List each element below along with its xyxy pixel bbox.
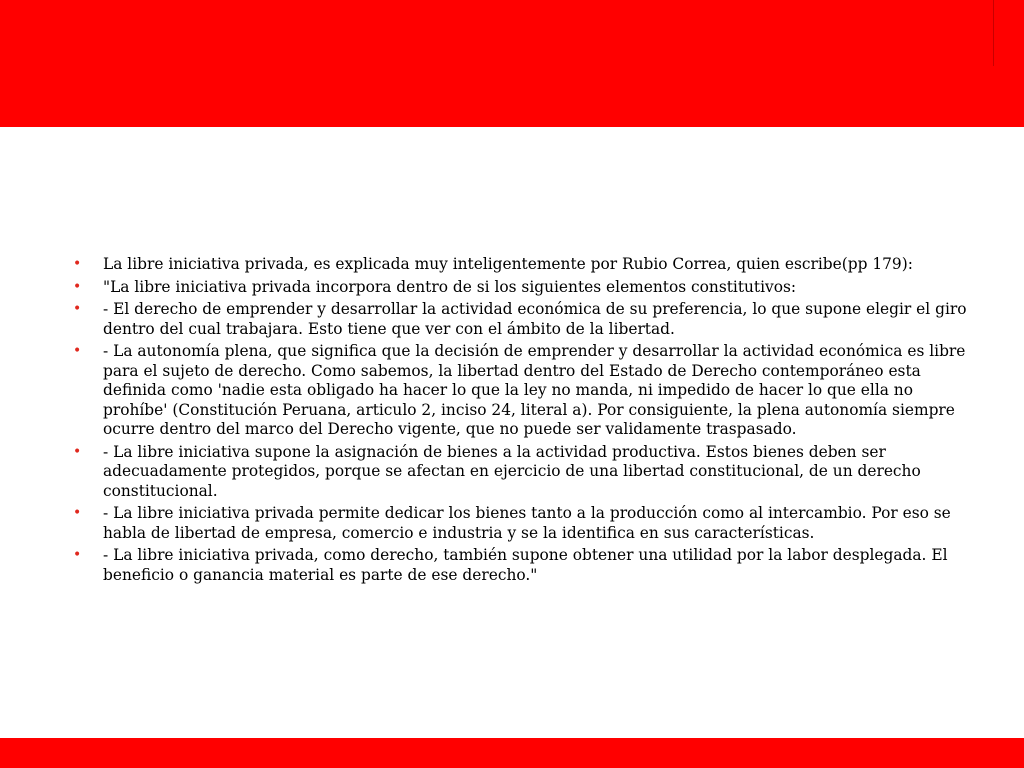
bullet-text: - El derecho de emprender y desarrollar la actividad económica de su preferencia, lo que supone elegir el giro dentro del cual trabajara. Esto tiene que ver con el ámbito de la libertad. xyxy=(103,300,967,338)
top-band-divider xyxy=(993,0,994,66)
bullet-item xyxy=(73,443,973,502)
slide-body xyxy=(73,255,973,588)
bullet-text: - La libre iniciativa supone la asignación de bienes a la actividad productiva. Estos bienes deben ser adecuadamente protegidos, porque se afectan en ejercicio de una libertad constitucional, de un derecho constitucional. xyxy=(103,442,921,500)
bullet-icon: • xyxy=(73,547,82,563)
bullet-list xyxy=(73,255,973,585)
bullet-text: "La libre iniciativa privada incorpora dentro de si los siguientes elementos constitutivos: xyxy=(103,277,797,296)
bullet-icon: • xyxy=(73,256,82,272)
bullet-item xyxy=(73,342,973,440)
bullet-icon: • xyxy=(73,301,82,317)
top-red-band xyxy=(0,0,1024,127)
bullet-text: La libre iniciativa privada, es explicada muy inteligentemente por Rubio Correa, quien escribe(pp 179): xyxy=(103,255,913,273)
bullet-text: - La autonomía plena, que significa que la decisión de emprender y desarrollar la actividad económica es libre para el sujeto de derecho. Como sabemos, la libertad dentro del Estado de Derecho contemporáneo esta definida como 'nadie esta obligado ha hacer lo que la ley no manda, ni impedido de hacer lo que ella no prohíbe' (Constitución Peruana, articulo 2, inciso 24, literal a). Por consiguiente, la plena autonomía siempre ocurre dentro del marco del Derecho vigente, que no puede ser validamente traspasado. xyxy=(103,342,966,438)
bullet-icon: • xyxy=(73,505,82,521)
bullet-text: - La libre iniciativa privada permite dedicar los bienes tanto a la producción como al intercambio. Por eso se habla de libertad de empresa, comercio e industria y se la identifica en sus características. xyxy=(103,504,951,542)
bullet-item xyxy=(73,278,973,298)
bullet-icon: • xyxy=(73,443,82,460)
bullet-icon: • xyxy=(73,278,82,295)
bullet-text: - La libre iniciativa privada, como derecho, también supone obtener una utilidad por la labor desplegada. El beneficio o ganancia material es parte de ese derecho." xyxy=(103,546,948,584)
bullet-icon: • xyxy=(73,343,82,359)
bullet-item xyxy=(73,504,973,543)
bullet-item xyxy=(73,300,973,339)
bottom-red-band xyxy=(0,738,1024,768)
bullet-item xyxy=(73,546,973,585)
bullet-item xyxy=(73,255,973,275)
